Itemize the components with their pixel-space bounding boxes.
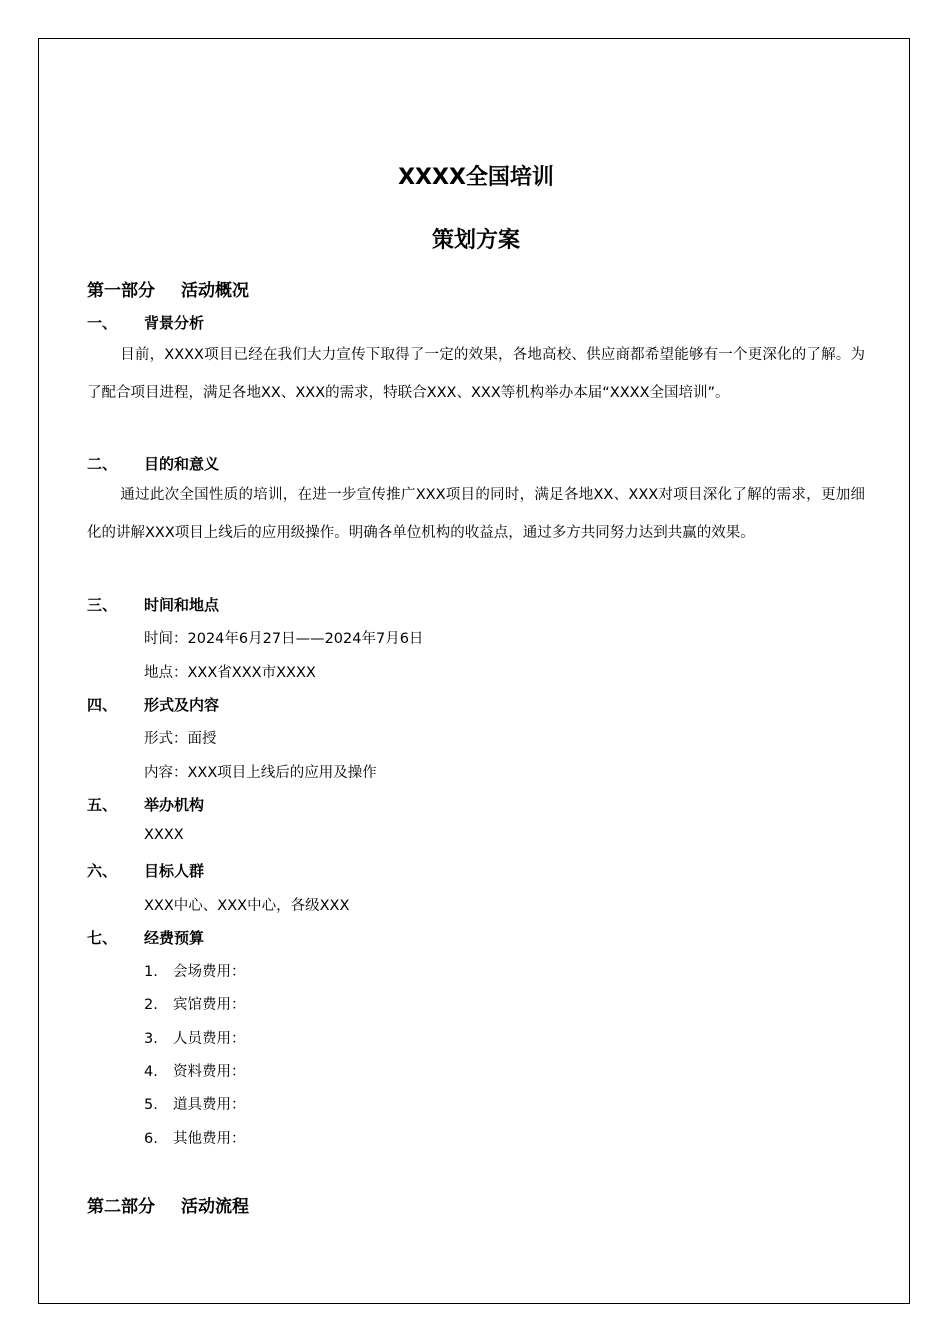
section-heading [87, 927, 204, 948]
section-number: 一、 [87, 314, 118, 332]
list-item [144, 1060, 246, 1081]
organizer-line: XXXX [144, 827, 184, 843]
time-line: 时间：2024年6月27日——2024年7月6日 [144, 631, 424, 647]
document-title: XXXX全国培训 [398, 165, 554, 190]
section-number: 二、 [87, 455, 118, 473]
section-title: 时间和地点 [144, 596, 220, 614]
form-line: 形式：面授 [144, 731, 217, 747]
document-subtitle: 策划方案 [431, 228, 520, 253]
list-item-index: 2. [144, 997, 158, 1013]
section-heading [87, 453, 219, 474]
part-one-number: 第一部分 [87, 281, 155, 301]
section-heading [87, 860, 204, 881]
part-two-title: 活动流程 [181, 1197, 249, 1217]
list-item [144, 1027, 246, 1048]
list-item [144, 993, 246, 1014]
section-title: 经费预算 [144, 929, 205, 947]
list-item-index: 5. [144, 1097, 158, 1113]
section-number: 三、 [87, 596, 118, 614]
section-title: 背景分析 [144, 314, 205, 332]
list-item-label: 宾馆费用： [173, 997, 246, 1013]
list-item [144, 1093, 246, 1114]
list-item-index: 1. [144, 964, 158, 980]
part-one-heading [87, 276, 249, 301]
part-one-title: 活动概况 [181, 281, 249, 301]
section-title: 目的和意义 [144, 455, 220, 473]
section-title: 形式及内容 [144, 696, 220, 714]
list-item [144, 1127, 246, 1148]
list-item-label: 会场费用： [173, 964, 246, 980]
section-number: 五、 [87, 796, 118, 814]
background-text: 目前，XXXX项目已经在我们大力宣传下取得了一定的效果，各地高校、供应商都希望能够有一个更深化的了解。为了配合项目进程，满足各地XX、XXX的需求，特联合XXX、XXX等机构举办本届“XXXX全国培训”。 [87, 347, 865, 401]
list-item-index: 4. [144, 1064, 158, 1080]
background-paragraph [87, 336, 865, 412]
section-title: 目标人群 [144, 862, 205, 880]
purpose-paragraph [87, 476, 865, 552]
section-heading [87, 694, 219, 715]
section-title: 举办机构 [144, 796, 205, 814]
list-item [144, 960, 246, 981]
section-number: 四、 [87, 696, 118, 714]
content-line: 内容：XXX项目上线后的应用及操作 [144, 765, 377, 781]
list-item-index: 6. [144, 1131, 158, 1147]
section-heading [87, 594, 219, 615]
part-two-heading [87, 1192, 249, 1217]
audience-line: XXX中心、XXX中心，各级XXX [144, 898, 350, 914]
section-number: 七、 [87, 929, 118, 947]
list-item-label: 资料费用： [173, 1064, 246, 1080]
list-item-index: 3. [144, 1031, 158, 1047]
place-line: 地点：XXX省XXX市XXXX [144, 665, 316, 681]
list-item-label: 其他费用： [173, 1131, 246, 1147]
section-heading [87, 794, 204, 815]
list-item-label: 道具费用： [173, 1097, 246, 1113]
part-two-number: 第二部分 [87, 1197, 155, 1217]
section-number: 六、 [87, 862, 118, 880]
list-item-label: 人员费用： [173, 1031, 246, 1047]
section-heading [87, 312, 204, 333]
purpose-text: 通过此次全国性质的培训，在进一步宣传推广XXX项目的同时，满足各地XX、XXX对项目深化了解的需求，更加细化的讲解XXX项目上线后的应用级操作。明确各单位机构的收益点，通过多方共同努力达到共赢的效果。 [87, 487, 865, 541]
